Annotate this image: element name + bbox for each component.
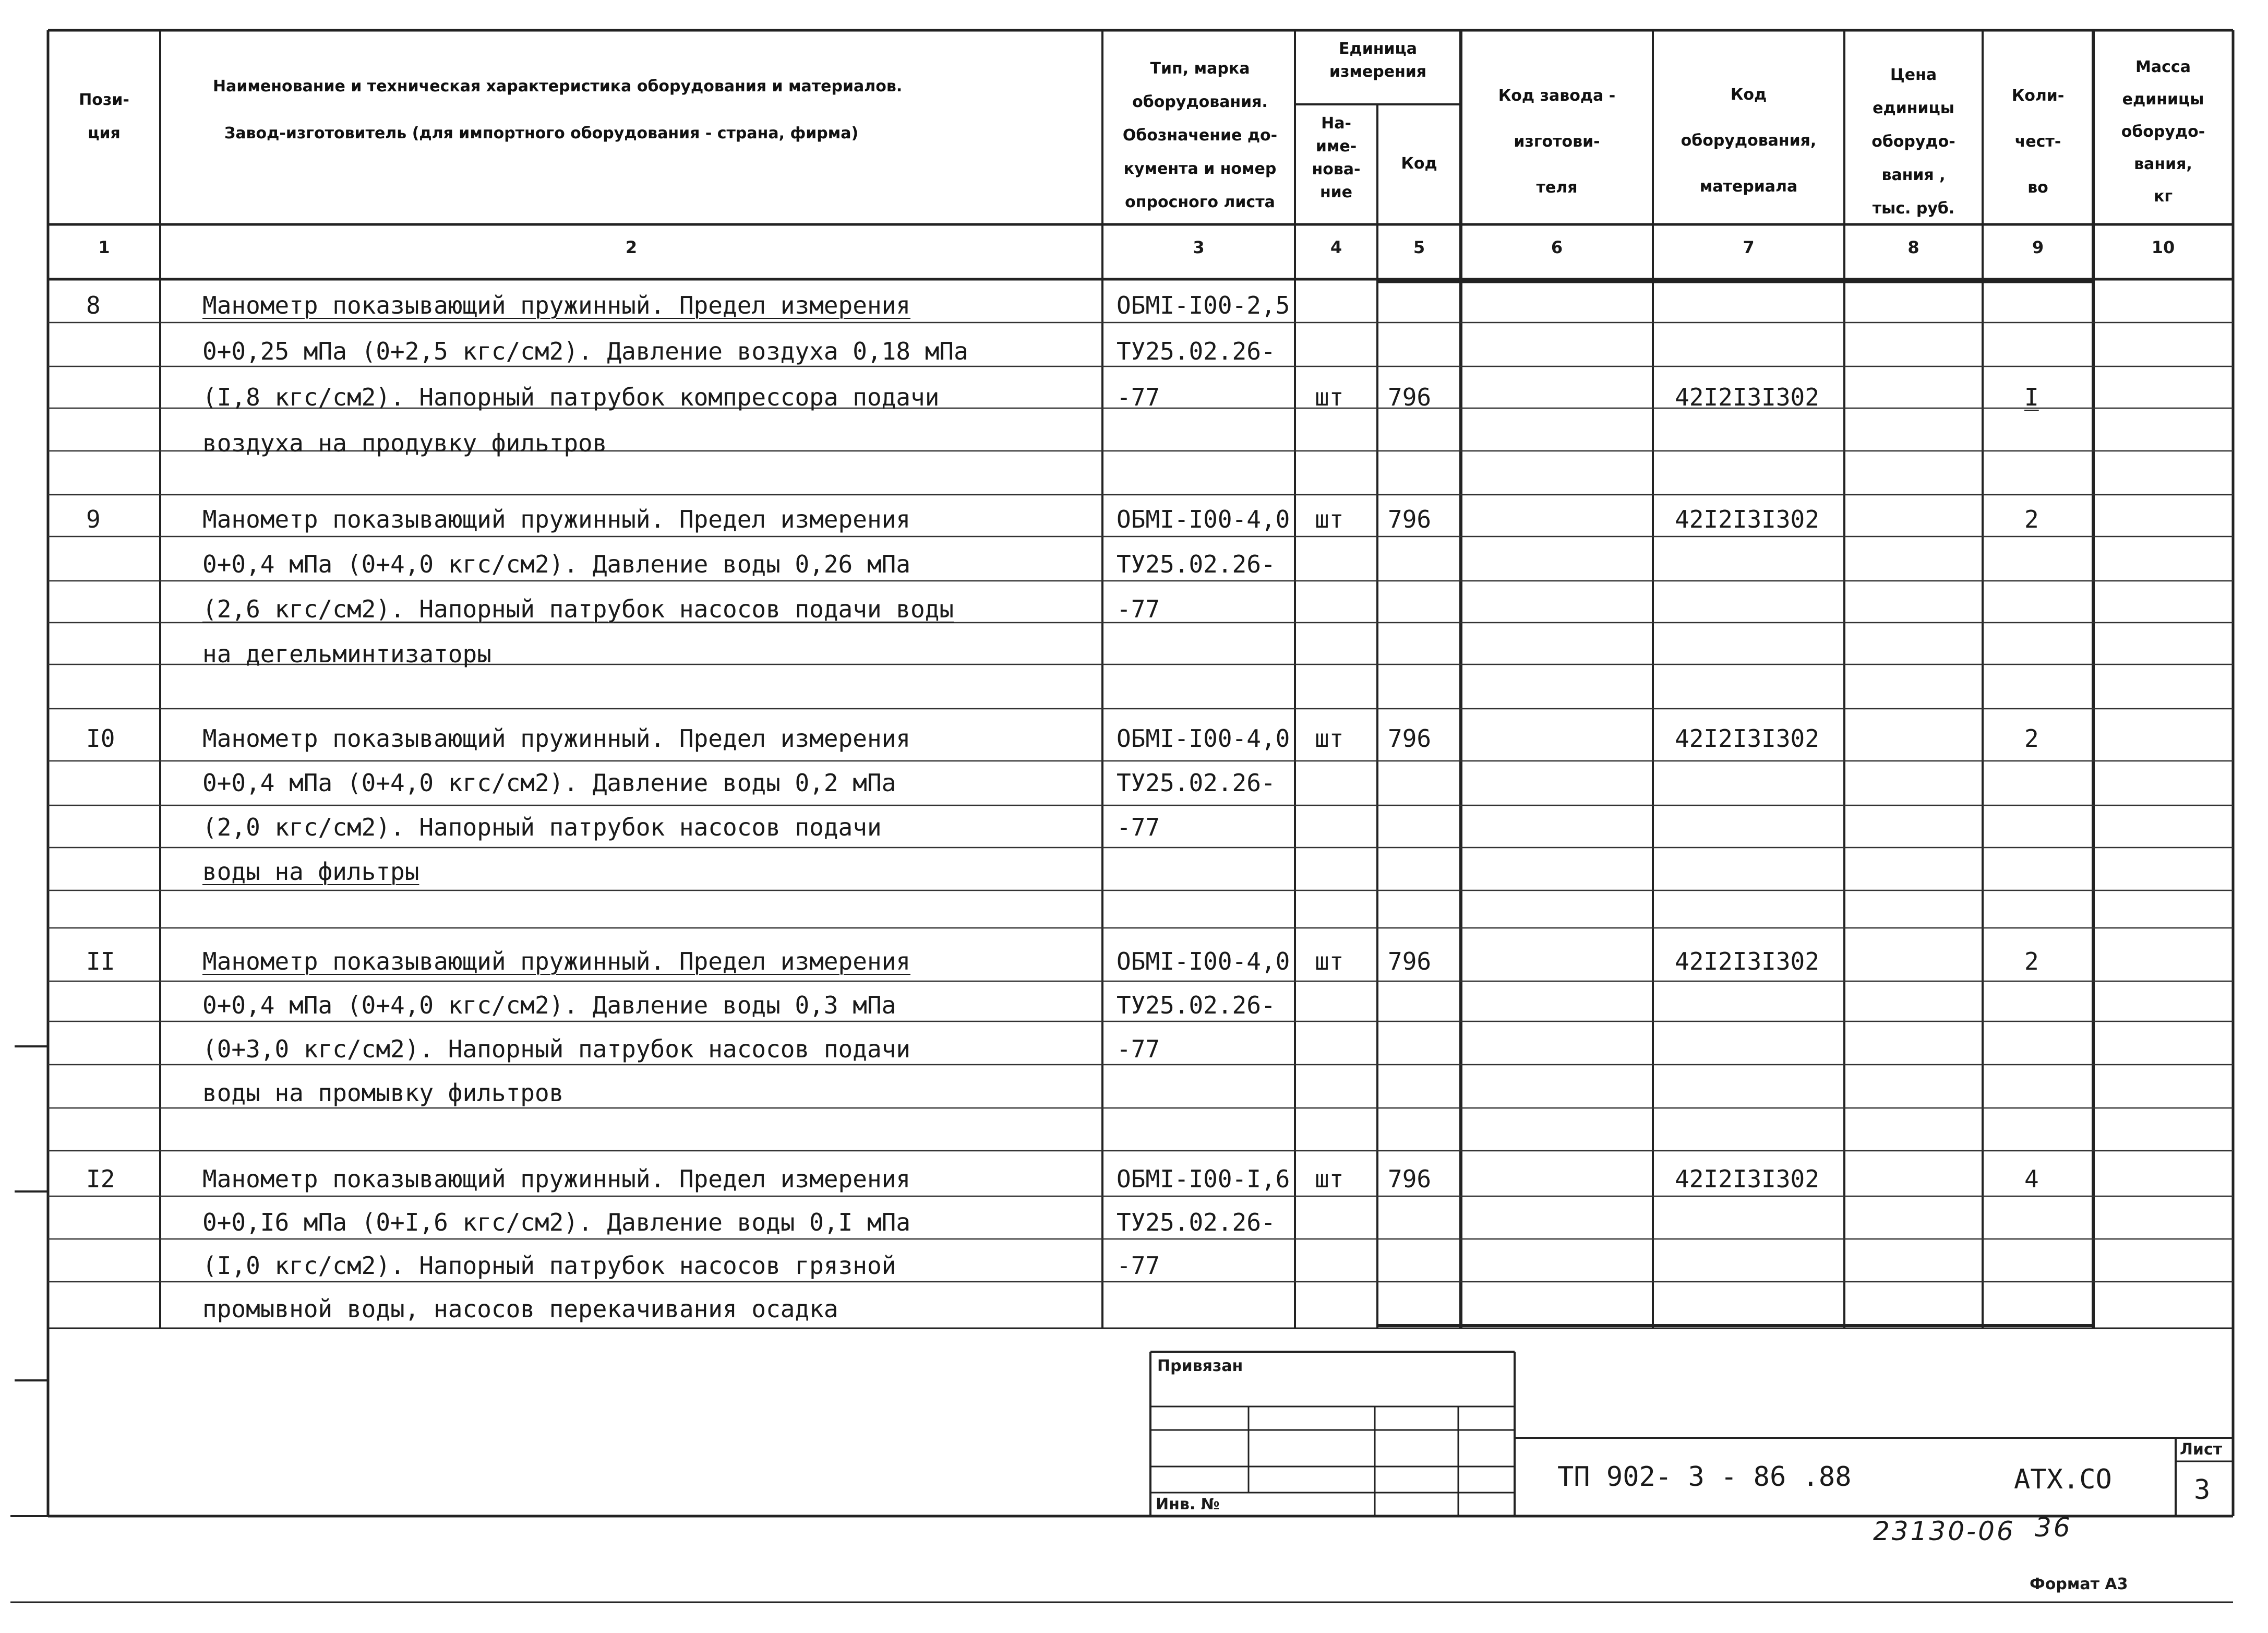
equipment-code: 42I2I3I302 [1675,505,1819,533]
equipment-type-line: -77 [1117,1251,1160,1280]
item-description-line: Манометр показывающий пружинный. Предел измерения [202,505,911,533]
position-number: I0 [86,724,115,753]
unit-code: 796 [1388,383,1432,411]
archive-number: 23130-06 [1873,1516,2015,1546]
header-factory-code: Код завода - изготови- теля [1498,87,1616,197]
unit-name: шт [1315,505,1344,533]
header-position: Пози- ция [79,91,129,142]
equipment-type-line: ТУ25.02.26- [1117,337,1276,365]
equipment-code: 42I2I3I302 [1675,1165,1819,1193]
archive-suffix: 36 [2035,1512,2072,1543]
header-type: Тип, марка оборудования. Обозначение до- кумента и номер опросного листа [1122,59,1278,211]
item-description-line: (0+3,0 кгс/см2). Напорный патрубок насосов подачи [202,1035,911,1063]
equipment-type-line: ОБМI-I00-4,0 [1117,724,1290,753]
item-description-line: 0+0,4 мПа (0+4,0 кгс/см2). Давление воды 0,3 мПа [202,991,896,1019]
header-mass: Масса единицы оборудо- вания, кг [2121,58,2205,206]
column-number: 6 [1551,237,1563,257]
unit-code: 796 [1388,947,1432,975]
column-number: 10 [2151,237,2175,257]
item-description-line: воды на промывку фильтров [202,1079,564,1107]
item-description-line: (2,0 кгс/см2). Напорный патрубок насосов подачи [202,813,882,841]
unit-name: шт [1315,1165,1344,1193]
document-mark: АТХ.СО [2014,1464,2112,1495]
position-number: II [86,947,115,975]
item-description-line: (2,6 кгс/см2). Напорный патрубок насосов подачи воды [202,595,954,623]
format-label: Формат А3 [2030,1575,2128,1593]
unit-code: 796 [1388,724,1432,753]
inventory-label: Инв. № [1156,1495,1220,1513]
header-name: Наименование и техническая характеристика оборудования и материалов. Завод-изготовитель (для импортного оборудования - страна, фирма) [213,77,903,142]
quantity: 2 [2024,947,2039,975]
equipment-type-line: ОБМI-I00-4,0 [1117,947,1290,975]
header-price: Цена единицы оборудо- вания , тыс. руб. [1871,66,1955,218]
item-description-line: (I,8 кгс/см2). Напорный патрубок компрессора подачи [202,383,940,411]
unit-code: 796 [1388,1165,1432,1193]
column-number: 8 [1907,237,1919,257]
equipment-code: 42I2I3I302 [1675,724,1819,753]
item-description-line: 0+0,25 мПа (0+2,5 кгс/см2). Давление воздуха 0,18 мПа [202,337,968,365]
column-number: 4 [1330,237,1342,257]
quantity: 4 [2024,1165,2039,1193]
equipment-type-line: ОБМI-I00-I,6 [1117,1165,1290,1193]
quantity: 2 [2024,724,2039,753]
column-number: 5 [1413,237,1425,257]
item-description-line: 0+0,4 мПа (0+4,0 кгс/см2). Давление воды 0,2 мПа [202,769,896,797]
equipment-type-line: -77 [1117,813,1160,841]
equipment-type-line: -77 [1117,383,1160,411]
item-description-line: на дегельминтизаторы [202,640,491,668]
position-number: 8 [86,291,101,319]
position-number: I2 [86,1165,115,1193]
item-description-line: Манометр показывающий пружинный. Предел измерения [202,1165,911,1193]
item-description-line: Манометр показывающий пружинный. Предел измерения [202,724,911,753]
equipment-type-line: ТУ25.02.26- [1117,550,1276,578]
item-description-line: Манометр показывающий пружинный. Предел измерения [202,291,911,319]
header-equipment-code: Код оборудования, материала [1681,86,1817,196]
item-description-line: 0+0,4 мПа (0+4,0 кгс/см2). Давление воды 0,26 мПа [202,550,911,578]
quantity: 2 [2024,505,2039,533]
bound-label: Привязан [1157,1357,1243,1375]
item-description-line: промывной воды, насосов перекачивания осадка [202,1295,838,1323]
column-number: 1 [98,237,110,257]
quantity: I [2024,383,2039,411]
unit-name: шт [1315,947,1344,975]
header-unit-name: На- име- нова- ние [1312,114,1361,201]
equipment-type-line: ТУ25.02.26- [1117,769,1276,797]
column-number: 9 [2032,237,2044,257]
column-number: 7 [1743,237,1755,257]
item-description-line: Манометр показывающий пружинный. Предел измерения [202,947,911,975]
header-unit: Единица измерения [1329,40,1427,81]
item-description-line: воды на фильтры [202,857,419,886]
unit-code: 796 [1388,505,1432,533]
item-description-line: воздуха на продувку фильтров [202,429,607,457]
unit-name: шт [1315,383,1344,411]
sheet-label: Лист [2180,1440,2223,1459]
equipment-type-line: -77 [1117,595,1160,623]
column-number: 2 [625,237,638,257]
column-number: 3 [1193,237,1205,257]
equipment-type-line: -77 [1117,1035,1160,1063]
equipment-code: 42I2I3I302 [1675,947,1819,975]
equipment-type-line: ТУ25.02.26- [1117,1208,1276,1236]
item-description-line: 0+0,I6 мПа (0+I,6 кгс/см2). Давление воды 0,I мПа [202,1208,911,1236]
document-number: ТП 902- 3 - 86 .88 [1557,1461,1852,1493]
equipment-type-line: ОБМI-I00-2,5 [1117,291,1290,319]
unit-name: шт [1315,724,1344,753]
equipment-type-line: ТУ25.02.26- [1117,991,1276,1019]
position-number: 9 [86,505,101,533]
header-quantity: Коли- чест- во [2011,87,2065,197]
equipment-type-line: ОБМI-I00-4,0 [1117,505,1290,533]
item-description-line: (I,0 кгс/см2). Напорный патрубок насосов грязной [202,1251,896,1280]
sheet-number: 3 [2194,1474,2211,1506]
equipment-code: 42I2I3I302 [1675,383,1819,411]
header-unit-code: Код [1401,154,1437,173]
